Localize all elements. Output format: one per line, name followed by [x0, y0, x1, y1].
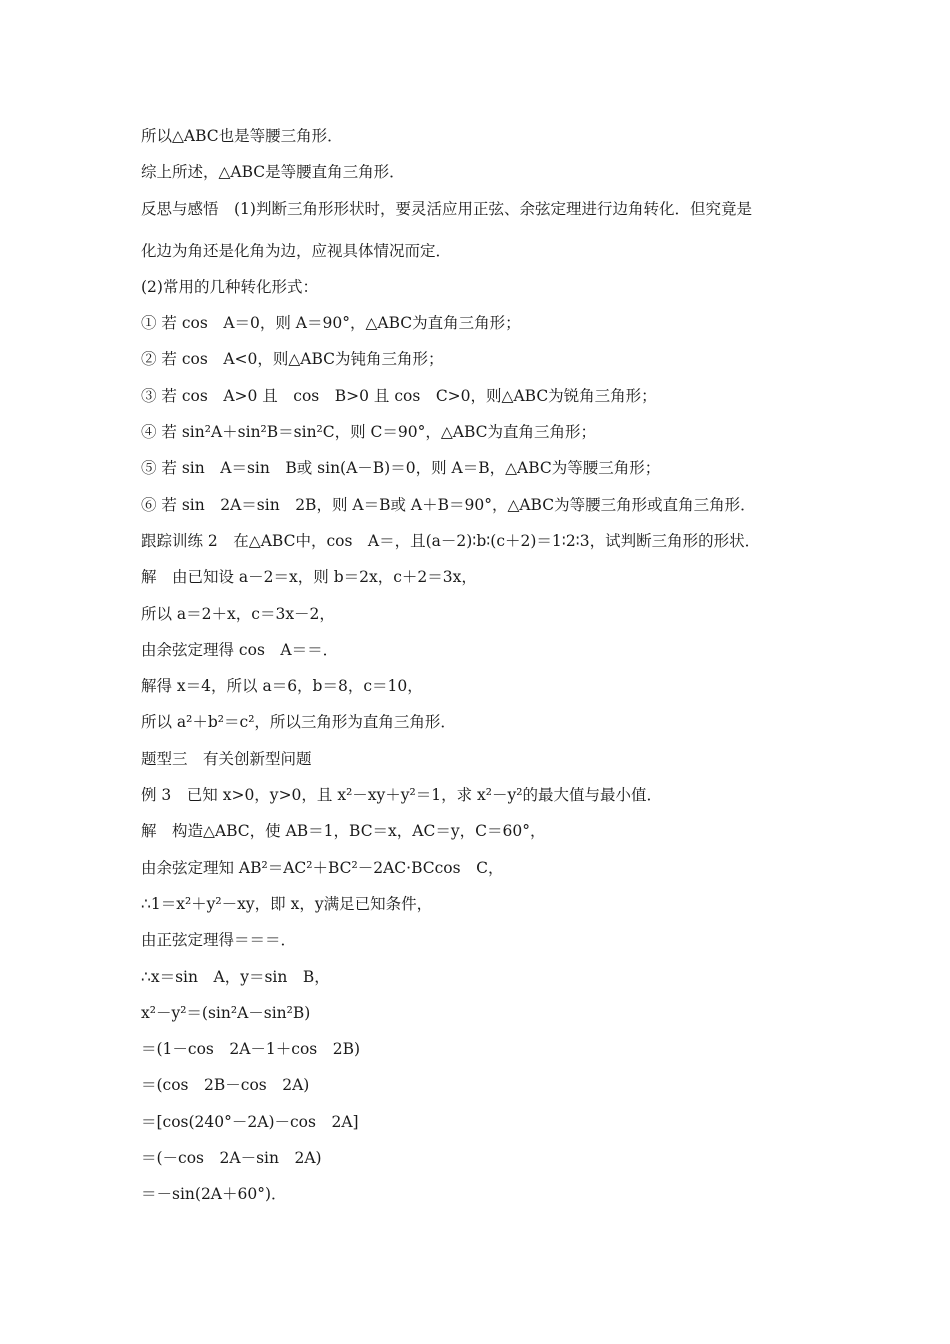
- text-line: (2)常用的几种转化形式：: [141, 277, 318, 296]
- text-line: 所以 a²＋b²＝c²，所以三角形为直角三角形．: [141, 713, 456, 732]
- text-line: 解 由已知设 a－2＝x，则 b＝2x，c＋2＝3x，: [141, 568, 477, 587]
- text-line: 综上所述，△ABC是等腰直角三角形．: [141, 163, 405, 182]
- text-line: 所以 a＝2＋x，c＝3x－2，: [141, 604, 335, 623]
- text-line: 由余弦定理知 AB²＝AC²＋BC²－2AC·BCcos C，: [141, 858, 504, 877]
- text-line: x²－y²＝(sin²A－sin²B): [141, 1003, 311, 1022]
- text-line: 由正弦定理得＝＝＝．: [141, 931, 297, 950]
- text-line: ④ 若 sin²A＋sin²B＝sin²C，则 C＝90°，△ABC为直角三角形；: [141, 423, 597, 442]
- text-line: 反思与感悟 (1)判断三角形形状时，要灵活应用正弦、余弦定理进行边角转化．但究竟是: [141, 199, 752, 218]
- text-line: ＝(－cos 2A－sin 2A): [141, 1149, 322, 1168]
- text-line: ＝[cos(240°－2A)－cos 2A]: [141, 1112, 359, 1131]
- text-line: ② 若 cos A<0，则△ABC为钝角三角形；: [141, 350, 444, 369]
- text-line: 由余弦定理得 cos A＝＝．: [141, 640, 339, 659]
- document-body: [141, 118, 831, 1213]
- text-line: ③ 若 cos A>0 且 cos B>0 且 cos C>0，则△ABC为锐角三角形；: [141, 386, 657, 405]
- text-line: ＝(cos 2B－cos 2A): [141, 1076, 310, 1095]
- text-line: 跟踪训练 2 在△ABC中，cos A＝，且(a－2)∶b∶(c＋2)＝1∶2∶3，试判断三角形的形状．: [141, 531, 761, 550]
- text-line: 所以△ABC也是等腰三角形．: [141, 127, 343, 145]
- text-line: 化边为角还是化角为边，应视具体情况而定．: [141, 241, 452, 260]
- text-line: ⑥ 若 sin 2A＝sin 2B，则 A＝B或 A＋B＝90°，△ABC为等腰三角形或直角三角形．: [141, 495, 756, 514]
- text-line: 解得 x＝4，所以 a＝6，b＝8，c＝10，: [141, 677, 423, 696]
- text-line: ＝(1－cos 2A－1＋cos 2B): [141, 1040, 361, 1059]
- text-line: ∴1＝x²＋y²－xy，即 x，y满足已知条件，: [141, 894, 433, 913]
- text-line: ∴x＝sin A，y＝sin B，: [141, 967, 330, 986]
- text-line: ＝－sin(2A＋60°)．: [141, 1185, 287, 1204]
- text-line: 例 3 已知 x>0，y>0，且 x²－xy＋y²＝1，求 x²－y²的最大值与最小值．: [141, 786, 662, 805]
- text-line: ① 若 cos A＝0，则 A＝90°，△ABC为直角三角形；: [141, 314, 521, 333]
- text-line: 解 构造△ABC，使 AB＝1，BC＝x，AC＝y，C＝60°，: [141, 822, 546, 841]
- section-heading: 题型三 有关创新型问题: [141, 749, 312, 768]
- text-line: ⑤ 若 sin A＝sin B或 sin(A－B)＝0，则 A＝B，△ABC为等腰三角形；: [141, 459, 661, 478]
